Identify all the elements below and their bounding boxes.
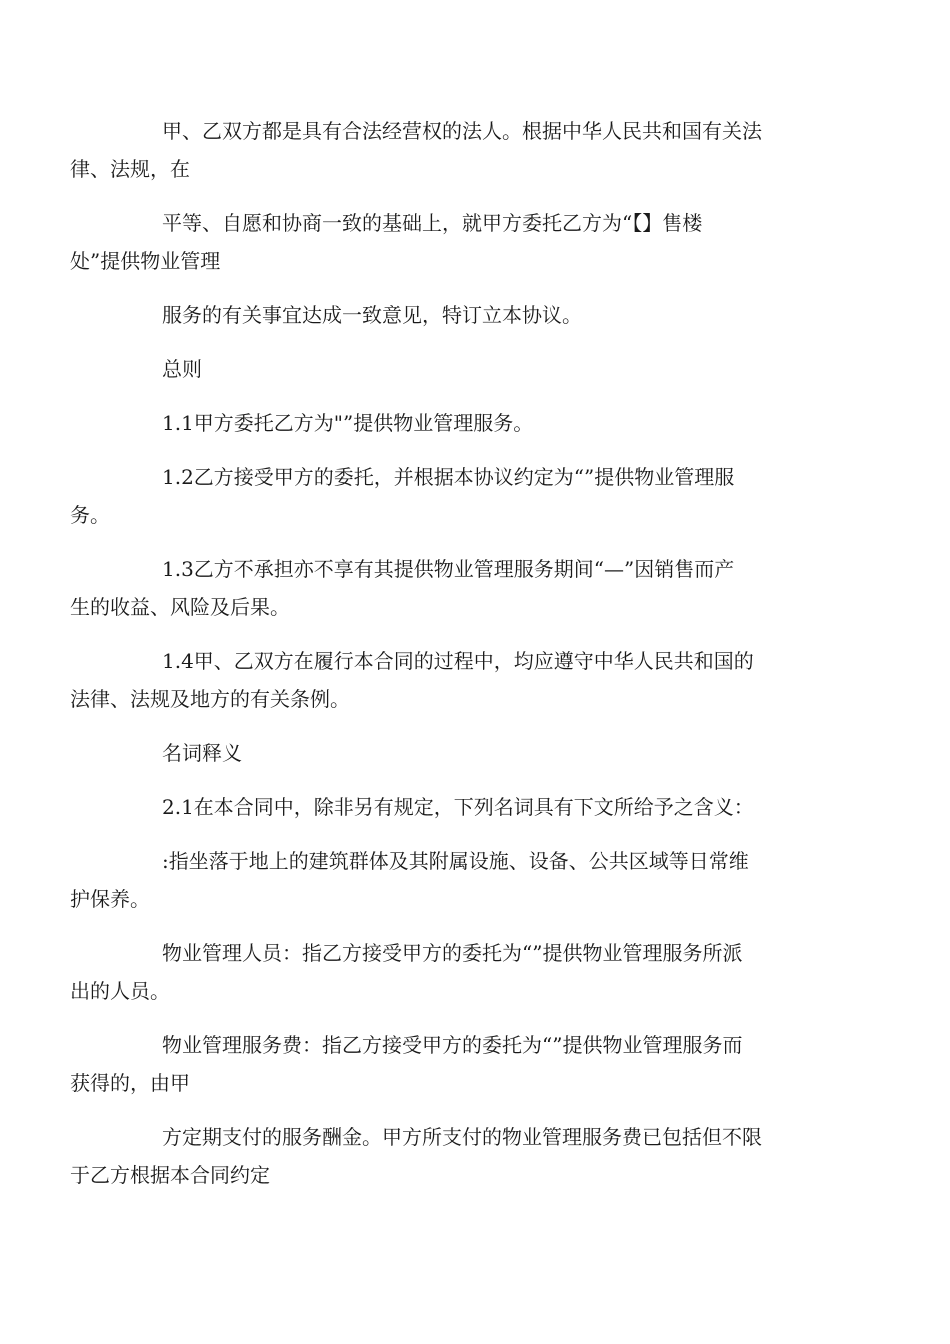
text-line: 物业管理服务费：指乙方接受甲方的委托为“”提供物业管理服务而: [162, 1033, 743, 1057]
text-line: 方定期支付的服务酬金。甲方所支付的物业管理服务费已包括但不限: [162, 1125, 762, 1149]
text-line: 法律、法规及地方的有关条例。: [70, 687, 350, 711]
section-heading-definitions: [116, 734, 834, 772]
text-line: 于乙方根据本合同约定: [70, 1163, 270, 1187]
text-line: 1.3乙方不承担亦不享有其提供物业管理服务期间“—”因销售而产: [162, 557, 735, 581]
text-line: 平等、自愿和协商一致的基础上，就甲方委托乙方为“【】售楼: [162, 211, 703, 235]
paragraph-preamble-1: [70, 112, 834, 188]
text-line: 务。: [70, 503, 110, 527]
text-line: 服务的有关事宜达成一致意见，特订立本协议。: [162, 303, 582, 327]
clause-1-1: [116, 404, 834, 442]
definition-staff: [70, 934, 834, 1010]
document-body: [70, 112, 834, 1210]
text-line: 生的收益、风险及后果。: [70, 595, 290, 619]
clause-1-2: [70, 458, 834, 534]
text-line: 护保养。: [70, 887, 150, 911]
text-line: :指坐落于地上的建筑群体及其附属设施、设备、公共区域等日常维: [162, 849, 749, 873]
text-line: 获得的，由甲: [70, 1071, 190, 1095]
text-line: 处”提供物业管理: [70, 249, 221, 273]
clause-1-3: [70, 550, 834, 626]
text-line: 物业管理人员：指乙方接受甲方的委托为“”提供物业管理服务所派: [162, 941, 743, 965]
clause-1-4: [70, 642, 834, 718]
heading-text: 名词释义: [162, 741, 242, 765]
text-line: 1.2乙方接受甲方的委托，并根据本协议约定为“”提供物业管理服: [162, 465, 735, 489]
text-line: 甲、乙双方都是具有合法经营权的法人。根据中华人民共和国有关法: [162, 119, 762, 143]
clause-2-1: [116, 788, 834, 826]
text-line: 1.4甲、乙双方在履行本合同的过程中，均应遵守中华人民共和国的: [162, 649, 754, 673]
text-line: 律、法规，在: [70, 157, 190, 181]
text-line: 出的人员。: [70, 979, 170, 1003]
text-line: 1.1甲方委托乙方为"”提供物业管理服务。: [162, 411, 534, 435]
section-heading-general: [116, 350, 834, 388]
definition-property: [70, 842, 834, 918]
paragraph-preamble-2: [70, 204, 834, 280]
paragraph-preamble-3: [116, 296, 834, 334]
text-line: 2.1在本合同中，除非另有规定，下列名词具有下文所给予之含义：: [162, 795, 754, 819]
definition-service-fee: [70, 1026, 834, 1102]
definition-service-fee-continued: [70, 1118, 834, 1194]
heading-text: 总则: [162, 357, 202, 381]
